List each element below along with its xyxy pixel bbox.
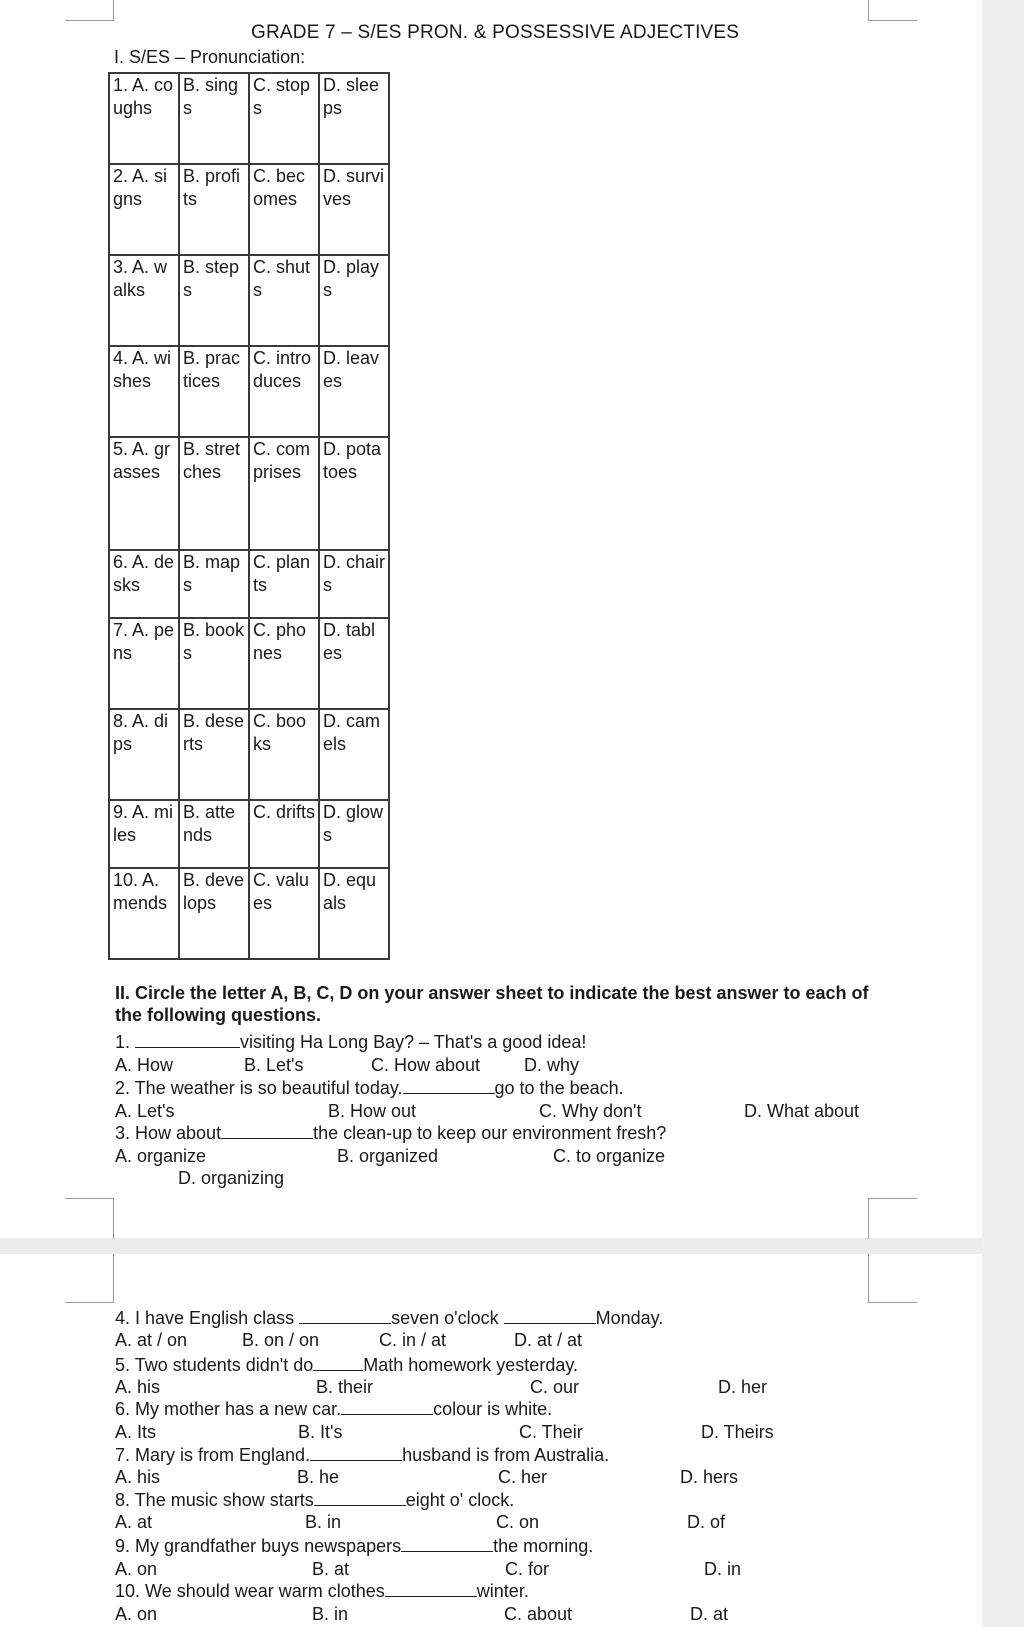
crop-mark xyxy=(65,1254,114,1303)
pronunciation-table xyxy=(108,72,390,960)
pron-option-cell: 9. A. miles xyxy=(109,800,179,868)
pron-option-cell: D. tables xyxy=(319,618,389,709)
answer-option: A. at xyxy=(115,1512,153,1532)
answer-option: C. Why don't xyxy=(539,1101,642,1121)
answer-option: D. organizing xyxy=(178,1168,285,1188)
answer-option: D. What about xyxy=(744,1101,860,1121)
pron-option-cell: 2. A. signs xyxy=(109,164,179,255)
question-text: 7. Mary is from England. xyxy=(115,1445,311,1465)
answer-blank xyxy=(310,1444,402,1461)
answer-option: A. How xyxy=(115,1055,174,1075)
answer-option: A. on xyxy=(115,1604,158,1624)
question-stem xyxy=(115,1489,514,1511)
question-text: 3. How about xyxy=(115,1123,222,1143)
question-text: eight o' clock. xyxy=(405,1490,515,1510)
question-text: 5. Two students didn't do xyxy=(115,1355,314,1375)
pron-option-cell: B. develops xyxy=(179,868,249,959)
answer-option: B. Let's xyxy=(244,1055,304,1075)
pron-option-cell: B. profits xyxy=(179,164,249,255)
pron-option-cell: D. plays xyxy=(319,255,389,346)
pron-option-cell: D. camels xyxy=(319,709,389,800)
question-text: 8. The music show starts xyxy=(115,1490,314,1510)
pron-option-cell: 5. A. grasses xyxy=(109,437,179,550)
section2-heading: II. Circle the letter A, B, C, D on your answer sheet to indicate the best answer to each of the following questions. xyxy=(115,983,869,1025)
answer-blank xyxy=(403,1077,495,1094)
pron-option-cell: C. values xyxy=(249,868,319,959)
question-text: Math homework yesterday. xyxy=(363,1355,579,1375)
question-stem xyxy=(115,1580,529,1602)
answer-option: C. for xyxy=(505,1559,550,1579)
pron-option-cell: D. survives xyxy=(319,164,389,255)
crop-mark xyxy=(65,0,114,21)
answer-option: A. at / on xyxy=(115,1330,188,1350)
question-text: colour is white. xyxy=(433,1399,553,1419)
pron-row xyxy=(109,164,389,255)
answer-option: D. hers xyxy=(680,1467,739,1487)
answer-option: D. why xyxy=(524,1055,580,1075)
question-text: visiting Ha Long Bay? – That's a good idea! xyxy=(240,1032,587,1052)
pron-option-cell: C. becomes xyxy=(249,164,319,255)
pron-option-cell: B. stretches xyxy=(179,437,249,550)
question-text: 2. The weather is so beautiful today. xyxy=(115,1078,403,1098)
pron-row xyxy=(109,709,389,800)
pron-row xyxy=(109,868,389,959)
answer-option: C. How about xyxy=(371,1055,481,1075)
pron-option-cell: D. glows xyxy=(319,800,389,868)
pron-row xyxy=(109,73,389,164)
question-text: seven o'clock xyxy=(391,1308,504,1328)
crop-mark xyxy=(65,1198,114,1239)
answer-blank xyxy=(385,1580,477,1597)
pron-row xyxy=(109,437,389,550)
answer-blank xyxy=(504,1307,596,1324)
pron-option-cell: 10. A. mends xyxy=(109,868,179,959)
worksheet-title: GRADE 7 – S/ES PRON. & POSSESSIVE ADJECTIVES xyxy=(251,22,740,43)
question-stem xyxy=(115,1354,578,1376)
answer-option: B. How out xyxy=(328,1101,417,1121)
answer-option: D. Theirs xyxy=(701,1422,774,1442)
pron-option-cell: B. practices xyxy=(179,346,249,437)
question-stem xyxy=(115,1535,593,1557)
question-stem xyxy=(115,1398,552,1420)
answer-option: C. about xyxy=(504,1604,573,1624)
answer-option: B. on / on xyxy=(242,1330,320,1350)
answer-option: A. Let's xyxy=(115,1101,175,1121)
question-stem xyxy=(115,1077,624,1099)
answer-option: B. their xyxy=(316,1377,374,1397)
pron-option-cell: C. books xyxy=(249,709,319,800)
crop-mark xyxy=(868,0,917,21)
answer-blank xyxy=(299,1307,391,1324)
pron-option-cell: C. introduces xyxy=(249,346,319,437)
answer-option: C. our xyxy=(530,1377,580,1397)
question-text: Monday. xyxy=(595,1308,664,1328)
answer-option: A. organize xyxy=(115,1146,207,1166)
answer-option: C. her xyxy=(498,1467,548,1487)
answer-option: A. his xyxy=(115,1377,161,1397)
pron-option-cell: 7. A. pens xyxy=(109,618,179,709)
answer-option: B. in xyxy=(312,1604,349,1624)
pron-option-cell: C. plants xyxy=(249,550,319,618)
pron-option-cell: C. comprises xyxy=(249,437,319,550)
pron-option-cell: D. chairs xyxy=(319,550,389,618)
answer-blank xyxy=(221,1122,313,1139)
answer-option: B. at xyxy=(312,1559,350,1579)
question-stem xyxy=(115,1122,666,1144)
question-text: 9. My grandfather buys newspapers xyxy=(115,1536,402,1556)
pron-option-cell: B. steps xyxy=(179,255,249,346)
pron-row xyxy=(109,800,389,868)
question-text: 10. We should wear warm clothes xyxy=(115,1581,385,1601)
answer-option: B. It's xyxy=(298,1422,343,1442)
pron-option-cell: 1. A. coughs xyxy=(109,73,179,164)
question-stem xyxy=(115,1307,663,1329)
pron-option-cell: C. drifts xyxy=(249,800,319,868)
answer-blank xyxy=(314,1489,406,1506)
answer-option: D. at / at xyxy=(514,1330,583,1350)
answer-option: C. to organize xyxy=(553,1146,666,1166)
question-text: the morning. xyxy=(493,1536,594,1556)
answer-option: C. on xyxy=(496,1512,540,1532)
pron-option-cell: 8. A. dips xyxy=(109,709,179,800)
pron-row xyxy=(109,550,389,618)
question-text: the clean-up to keep our environment fresh? xyxy=(313,1123,667,1143)
pron-option-cell: B. deserts xyxy=(179,709,249,800)
pron-option-cell: C. stops xyxy=(249,73,319,164)
pron-option-cell: 6. A. desks xyxy=(109,550,179,618)
pron-option-cell: 4. A. wishes xyxy=(109,346,179,437)
answer-option: D. of xyxy=(687,1512,726,1532)
pron-row xyxy=(109,346,389,437)
answer-option: B. in xyxy=(305,1512,342,1532)
viewer-margin xyxy=(982,0,1024,1627)
question-text: winter. xyxy=(476,1581,529,1601)
answer-option: C. Their xyxy=(519,1422,583,1442)
crop-mark xyxy=(868,1198,917,1239)
pron-row xyxy=(109,618,389,709)
section1-heading: I. S/ES – Pronunciation: xyxy=(114,47,306,67)
answer-option: A. on xyxy=(115,1559,158,1579)
answer-blank xyxy=(135,1031,240,1048)
pron-row xyxy=(109,255,389,346)
pron-option-cell: C. phones xyxy=(249,618,319,709)
answer-option: D. her xyxy=(718,1377,768,1397)
question-text: husband is from Australia. xyxy=(402,1445,610,1465)
pron-option-cell: D. equals xyxy=(319,868,389,959)
question-text: 1. xyxy=(115,1032,136,1052)
answer-blank xyxy=(313,1354,363,1371)
answer-blank xyxy=(401,1535,493,1552)
pron-option-cell: B. maps xyxy=(179,550,249,618)
answer-option: A. his xyxy=(115,1467,161,1487)
answer-blank xyxy=(341,1398,433,1415)
pron-option-cell: B. attends xyxy=(179,800,249,868)
pron-option-cell: B. sings xyxy=(179,73,249,164)
pron-option-cell: D. sleeps xyxy=(319,73,389,164)
question-text: 6. My mother has a new car. xyxy=(115,1399,342,1419)
answer-option: D. at xyxy=(690,1604,729,1624)
pron-option-cell: D. leaves xyxy=(319,346,389,437)
pron-option-cell: 3. A. walks xyxy=(109,255,179,346)
question-text: 4. I have English class xyxy=(115,1308,300,1328)
question-text: go to the beach. xyxy=(494,1078,624,1098)
pron-option-cell: B. books xyxy=(179,618,249,709)
pron-option-cell: C. shuts xyxy=(249,255,319,346)
question-stem xyxy=(115,1031,586,1053)
crop-mark xyxy=(868,1254,917,1303)
answer-option: B. organized xyxy=(337,1146,439,1166)
answer-option: D. in xyxy=(704,1559,742,1579)
pron-option-cell: D. potatoes xyxy=(319,437,389,550)
answer-option: B. he xyxy=(297,1467,340,1487)
answer-option: C. in / at xyxy=(379,1330,447,1350)
answer-option: A. Its xyxy=(115,1422,157,1442)
question-stem xyxy=(115,1444,609,1466)
page-separator xyxy=(0,1238,1024,1254)
